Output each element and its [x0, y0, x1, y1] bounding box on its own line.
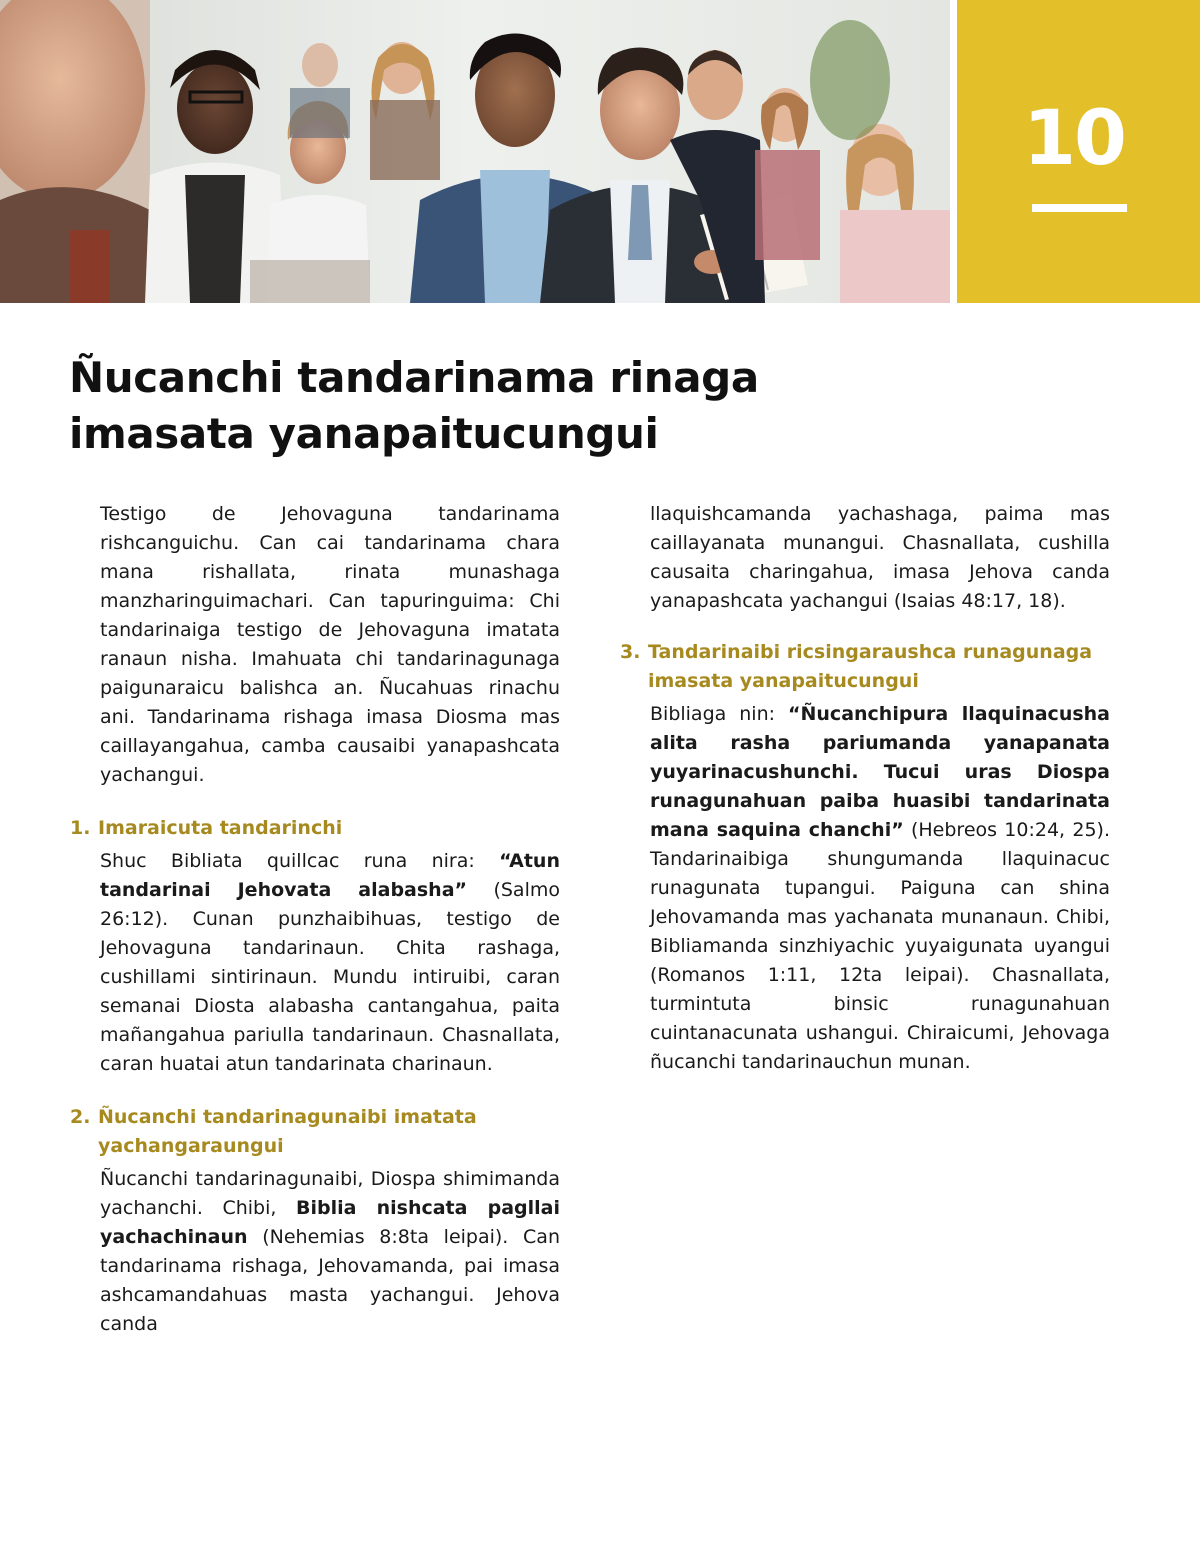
lesson-number-box	[957, 0, 1200, 303]
congregation-photo-illustration	[0, 0, 950, 303]
section-1-text-rest: (Salmo 26:12). Cunan punzhaibihuas, testigo de Jehovaguna tandarinaun. Chita rashaga, cushillami sintirinaun. Mundu intiruibi, caran semanai Diosta alabasha cantangahua, paita mañangahua pariulla tandarinaun. Chasnallata, caran huatai atun tandarinata charinaun.	[100, 879, 560, 1075]
section-1-quote: “Atun tandarinai Jehovata alabasha”	[100, 850, 560, 901]
section-2-text-rest: (Nehemias 8:8ta leipai). Can tandarinama rishaga, Jehovamanda, pai imasa ashcamandahuas masta yachangui. Jehova canda	[100, 1226, 560, 1335]
left-column	[70, 500, 560, 1339]
section-2-heading	[70, 1103, 560, 1161]
hero-photo	[0, 0, 950, 303]
lesson-number: 10	[1023, 93, 1125, 182]
section-1-text: Shuc Bibliata quillcac runa nira:	[100, 850, 500, 872]
intro-paragraph: Testigo de Jehovaguna tandarinama rishcanguichu. Can cai tandarinama chara mana rishallata, rinata munashaga manzharinguimachari. Can tapuringuima: Chi tandarinaiga testigo de Jehovaguna imatata ranaun nisha. Imahuata chi tandarinagunaga paigunaraicu balishca an. Ñucahuas rinachu ani. Tandarinama rishaga imasa Diosma mas caillayangahua, camba causaibi yanapashcata yachangui.	[100, 503, 560, 786]
section-1-title: Imaraicuta tandarinchi	[98, 817, 343, 839]
section-1-heading	[70, 814, 560, 843]
section-2-title: Ñucanchi tandarinagunaibi imatata yachangaraungui	[98, 1106, 477, 1157]
section-2-number: 2.	[70, 1106, 91, 1128]
lesson-number-underline	[1032, 204, 1127, 212]
section-3-number: 3.	[620, 641, 641, 663]
section-2-text: Ñucanchi tandarinagunaibi, Diospa shimimanda yachanchi. Chibi,	[100, 1168, 560, 1219]
section-2-paragraph	[100, 1165, 560, 1339]
section-2-bold: Biblia nishcata pagllai yachachinaun	[100, 1197, 560, 1248]
right-column	[620, 500, 1110, 1077]
page-title: Ñucanchi tandarinama rinaga imasata yanapaitucungui	[69, 353, 759, 458]
section-1-number: 1.	[70, 817, 91, 839]
section-3-title: Tandarinaibi ricsingaraushca runagunaga imasata yanapaitucungui	[648, 641, 1093, 692]
section-3-text-rest: (Hebreos 10:24, 25). Tandarinaibiga shungumanda llaquinacuc runagunata tupangui. Paiguna can shina Jehovamanda mas yachanata munanaun. Chibi, Bibliamanda sinzhiyachic yuyaigunata uyangui (Romanos 1:11, 12ta leipai). Chasnallata, turmintuta binsic runagunahuan cuintanacunata ushangui. Chiraicumi, Jehovaga ñucanchi tandarinauchun munan.	[650, 819, 1110, 1073]
section-1-paragraph	[100, 847, 560, 1079]
section-3-heading	[620, 638, 1110, 696]
section-3-quote: “Ñucanchipura llaquinacusha alita rasha pariumanda yanapanata yuyarinacushunchi. Tucui uras Diospa runagunahuan paiba huasibi tandarinata mana saquina chanchi”	[650, 703, 1110, 841]
section-3-text: Bibliaga nin:	[650, 703, 789, 725]
section-2-paragraph-continued: llaquishcamanda yachashaga, paima mas caillayanata munangui. Chasnallata, cushilla causaita charingahua, imasa Jehova canda yanapashcata yachangui (Isaias 48:17, 18).	[650, 503, 1110, 612]
section-3-paragraph	[650, 700, 1110, 1077]
